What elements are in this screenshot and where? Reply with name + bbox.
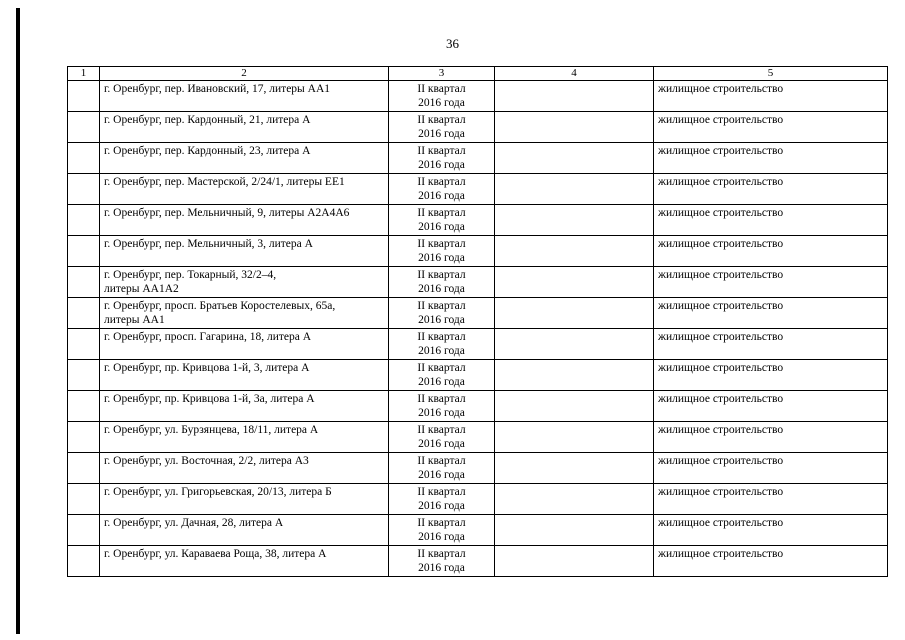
cell-address [100,515,389,546]
cell-date [389,205,495,236]
cell-col4 [495,112,654,143]
cell-col1 [68,236,100,267]
cell-col4 [495,546,654,577]
cell-purpose: жилищное строительство [654,484,888,515]
cell-col1 [68,174,100,205]
date-line: II квартал [417,238,466,250]
cell-purpose: жилищное строительство [654,112,888,143]
cell-date [389,453,495,484]
cell-col4 [495,205,654,236]
column-header-5: 5 [654,67,888,81]
table-row [68,422,888,453]
date-line: 2016 года [418,97,465,109]
cell-col1 [68,81,100,112]
date-line: II квартал [417,269,466,281]
cell-address [100,453,389,484]
cell-col1 [68,453,100,484]
cell-date [389,546,495,577]
date-line: 2016 года [418,221,465,233]
cell-col4 [495,515,654,546]
cell-purpose: жилищное строительство [654,174,888,205]
cell-date [389,422,495,453]
column-header-3: 3 [389,67,495,81]
address-line: г. Оренбург, ул. Караваева Роща, 38, литера А [104,548,327,560]
cell-col4 [495,329,654,360]
table-row [68,298,888,329]
cell-address [100,391,389,422]
cell-date [389,484,495,515]
table-row [68,360,888,391]
table-row [68,112,888,143]
cell-col4 [495,81,654,112]
cell-address [100,267,389,298]
date-line: II квартал [417,455,466,467]
date-line: II квартал [417,145,466,157]
address-line: г. Оренбург, пер. Кардонный, 21, литера А [104,114,311,126]
date-line: 2016 года [418,283,465,295]
address-line: г. Оренбург, просп. Братьев Коростелевых, 65а, [104,300,336,312]
cell-col1 [68,515,100,546]
column-header-1: 1 [68,67,100,81]
cell-col4 [495,174,654,205]
cell-purpose: жилищное строительство [654,546,888,577]
cell-col1 [68,391,100,422]
date-line: II квартал [417,300,466,312]
address-line: г. Оренбург, пер. Ивановский, 17, литеры АА1 [104,83,331,95]
date-line: 2016 года [418,469,465,481]
cell-date [389,391,495,422]
date-line: 2016 года [418,438,465,450]
cell-address [100,422,389,453]
cell-date [389,515,495,546]
date-line: 2016 года [418,190,465,202]
cell-date [389,298,495,329]
cell-address [100,546,389,577]
date-line: 2016 года [418,314,465,326]
table-row [68,546,888,577]
cell-col4 [495,298,654,329]
cell-address [100,143,389,174]
cell-col1 [68,143,100,174]
address-line: г. Оренбург, просп. Гагарина, 18, литера А [104,331,312,343]
cell-date [389,81,495,112]
address-line: г. Оренбург, пер. Мастерской, 2/24/1, литеры ЕЕ1 [104,176,345,188]
cell-col4 [495,360,654,391]
cell-col4 [495,453,654,484]
cell-col4 [495,143,654,174]
cell-col4 [495,236,654,267]
address-line: г. Оренбург, ул. Григорьевская, 20/13, литера Б [104,486,332,498]
cell-date [389,174,495,205]
date-line: II квартал [417,362,466,374]
date-line: II квартал [417,207,466,219]
cell-address [100,329,389,360]
page-number: 36 [446,36,459,51]
land-plots-table [67,66,888,577]
date-line: II квартал [417,176,466,188]
date-line: II квартал [417,83,466,95]
date-line: II квартал [417,393,466,405]
cell-purpose: жилищное строительство [654,236,888,267]
cell-col1 [68,112,100,143]
date-line: II квартал [417,114,466,126]
date-line: 2016 года [418,531,465,543]
table-row [68,484,888,515]
cell-purpose: жилищное строительство [654,205,888,236]
cell-date [389,143,495,174]
table-body [68,81,888,577]
table-row [68,174,888,205]
scan-edge-bar [16,8,20,634]
cell-purpose: жилищное строительство [654,81,888,112]
table-row [68,236,888,267]
cell-date [389,329,495,360]
address-line: г. Оренбург, ул. Дачная, 28, литера А [104,517,284,529]
cell-address [100,298,389,329]
cell-purpose: жилищное строительство [654,267,888,298]
cell-purpose: жилищное строительство [654,515,888,546]
cell-address [100,174,389,205]
cell-col4 [495,267,654,298]
cell-purpose: жилищное строительство [654,143,888,174]
address-line: г. Оренбург, ул. Восточная, 2/2, литера А3 [104,455,309,467]
cell-date [389,236,495,267]
date-line: II квартал [417,486,466,498]
table-row [68,515,888,546]
address-line: г. Оренбург, пр. Кривцова 1-й, 3, литера А [104,362,310,374]
address-line: литеры АА1 [104,314,165,326]
address-line: г. Оренбург, пер. Мельничный, 3, литера А [104,238,313,250]
date-line: II квартал [417,548,466,560]
table-row [68,205,888,236]
date-line: 2016 года [418,500,465,512]
cell-date [389,360,495,391]
cell-purpose: жилищное строительство [654,422,888,453]
table-row [68,453,888,484]
table-row [68,81,888,112]
address-line: г. Оренбург, пер. Мельничный, 9, литеры А2А4А6 [104,207,350,219]
address-line: г. Оренбург, пер. Кардонный, 23, литера А [104,145,311,157]
cell-col1 [68,422,100,453]
table-header-row [68,67,888,81]
column-header-2: 2 [100,67,389,81]
cell-address [100,205,389,236]
date-line: 2016 года [418,345,465,357]
address-line: г. Оренбург, пр. Кривцова 1-й, 3а, литера А [104,393,315,405]
table-row [68,391,888,422]
column-header-4: 4 [495,67,654,81]
cell-col1 [68,484,100,515]
cell-col1 [68,360,100,391]
cell-col1 [68,267,100,298]
date-line: 2016 года [418,128,465,140]
cell-col1 [68,546,100,577]
table-row [68,329,888,360]
cell-date [389,112,495,143]
cell-purpose: жилищное строительство [654,360,888,391]
table-row [68,143,888,174]
date-line: 2016 года [418,562,465,574]
date-line: II квартал [417,517,466,529]
date-line: 2016 года [418,159,465,171]
date-line: 2016 года [418,252,465,264]
cell-col4 [495,484,654,515]
cell-purpose: жилищное строительство [654,298,888,329]
cell-col1 [68,298,100,329]
date-line: 2016 года [418,407,465,419]
cell-address [100,112,389,143]
address-line: литеры АА1А2 [104,283,179,295]
cell-purpose: жилищное строительство [654,391,888,422]
cell-col1 [68,205,100,236]
address-line: г. Оренбург, ул. Бурзянцева, 18/11, литера А [104,424,319,436]
table-row [68,267,888,298]
cell-address [100,484,389,515]
cell-col1 [68,329,100,360]
date-line: II квартал [417,424,466,436]
cell-purpose: жилищное строительство [654,453,888,484]
date-line: 2016 года [418,376,465,388]
cell-address [100,236,389,267]
cell-date [389,267,495,298]
cell-address [100,81,389,112]
date-line: II квартал [417,331,466,343]
cell-purpose: жилищное строительство [654,329,888,360]
cell-col4 [495,391,654,422]
address-line: г. Оренбург, пер. Токарный, 32/2–4, [104,269,277,281]
cell-col4 [495,422,654,453]
cell-address [100,360,389,391]
